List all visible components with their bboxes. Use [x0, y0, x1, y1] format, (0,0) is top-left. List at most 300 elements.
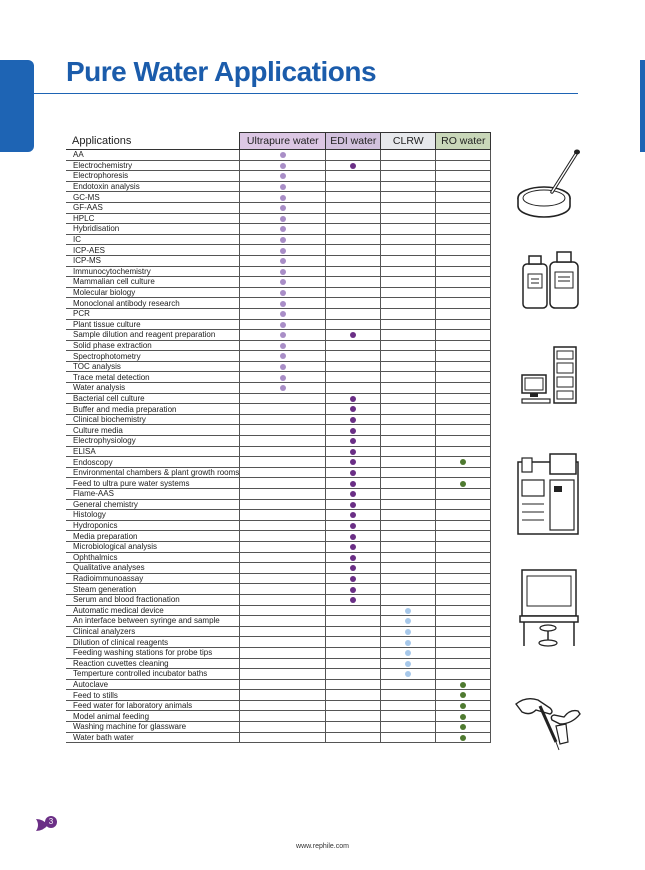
cell-edi: [326, 404, 381, 415]
cell-clrw: [381, 563, 436, 574]
application-name: Water analysis: [66, 383, 240, 394]
cell-ro: [436, 626, 491, 637]
dot-ro-icon: [460, 703, 466, 709]
table-row: [66, 700, 491, 711]
cell-edi: [326, 658, 381, 669]
cell-edi: [326, 383, 381, 394]
cell-ro: [436, 594, 491, 605]
cell-ultrapure: [240, 584, 326, 595]
cell-ultrapure: [240, 679, 326, 690]
dot-edi-icon: [350, 332, 356, 338]
table-row: [66, 616, 491, 627]
table-row: [66, 224, 491, 235]
table-row: [66, 510, 491, 521]
dot-ultrapure-icon: [280, 311, 286, 317]
cell-clrw: [381, 171, 436, 182]
cell-ro: [436, 404, 491, 415]
cell-ultrapure: [240, 255, 326, 266]
cell-ultrapure: [240, 202, 326, 213]
application-name: Feed to ultra pure water systems: [66, 478, 240, 489]
application-name: Immunocytochemistry: [66, 266, 240, 277]
cell-ultrapure: [240, 690, 326, 701]
dot-ultrapure-icon: [280, 279, 286, 285]
cell-ro: [436, 700, 491, 711]
application-name: Autoclave: [66, 679, 240, 690]
dot-clrw-icon: [405, 608, 411, 614]
cell-ro: [436, 224, 491, 235]
cell-ro: [436, 669, 491, 680]
application-name: Water bath water: [66, 732, 240, 743]
table-row: [66, 489, 491, 500]
cell-ultrapure: [240, 160, 326, 171]
cell-ultrapure: [240, 520, 326, 531]
application-name: Serum and blood fractionation: [66, 594, 240, 605]
table-row: [66, 255, 491, 266]
cell-clrw: [381, 308, 436, 319]
cell-ultrapure: [240, 330, 326, 341]
table-row: [66, 478, 491, 489]
cell-edi: [326, 287, 381, 298]
cell-ro: [436, 266, 491, 277]
cell-ultrapure: [240, 658, 326, 669]
table-row: [66, 594, 491, 605]
cell-ro: [436, 690, 491, 701]
cell-edi: [326, 679, 381, 690]
cell-clrw: [381, 584, 436, 595]
dot-ultrapure-icon: [280, 269, 286, 275]
table-row: [66, 393, 491, 404]
dot-ro-icon: [460, 682, 466, 688]
application-name: General chemistry: [66, 499, 240, 510]
cell-ro: [436, 499, 491, 510]
cell-edi: [326, 690, 381, 701]
cell-ro: [436, 722, 491, 733]
dot-edi-icon: [350, 555, 356, 561]
lab-instrument-computer-icon: [518, 345, 580, 407]
cell-ultrapure: [240, 457, 326, 468]
table-row: [66, 308, 491, 319]
header-applications: Applications: [66, 133, 240, 150]
table-row: [66, 499, 491, 510]
cell-edi: [326, 298, 381, 309]
dot-clrw-icon: [405, 661, 411, 667]
dot-ultrapure-icon: [280, 301, 286, 307]
cell-clrw: [381, 255, 436, 266]
application-name: Histology: [66, 510, 240, 521]
dot-ultrapure-icon: [280, 173, 286, 179]
cell-clrw: [381, 616, 436, 627]
cell-ro: [436, 531, 491, 542]
table-row: [66, 669, 491, 680]
dot-edi-icon: [350, 576, 356, 582]
cell-clrw: [381, 711, 436, 722]
petri-dish-pipette-icon: [514, 148, 584, 220]
cell-ultrapure: [240, 372, 326, 383]
cell-ro: [436, 457, 491, 468]
header-clrw: CLRW: [381, 133, 436, 150]
table-row: [66, 679, 491, 690]
cell-edi: [326, 224, 381, 235]
cell-ro: [436, 679, 491, 690]
cell-edi: [326, 308, 381, 319]
dot-ultrapure-icon: [280, 258, 286, 264]
cell-ultrapure: [240, 510, 326, 521]
application-name: IC: [66, 234, 240, 245]
cell-clrw: [381, 541, 436, 552]
reagent-bottles-icon: [518, 250, 582, 312]
cell-clrw: [381, 425, 436, 436]
cell-ro: [436, 330, 491, 341]
cell-ro: [436, 446, 491, 457]
application-name: Washing machine for glassware: [66, 722, 240, 733]
cell-edi: [326, 330, 381, 341]
application-name: Monoclonal antibody research: [66, 298, 240, 309]
cell-ultrapure: [240, 340, 326, 351]
cell-clrw: [381, 404, 436, 415]
table-row: [66, 298, 491, 309]
cell-edi: [326, 700, 381, 711]
cell-edi: [326, 531, 381, 542]
cell-clrw: [381, 594, 436, 605]
dot-ultrapure-icon: [280, 195, 286, 201]
cell-ro: [436, 372, 491, 383]
application-name: Electrochemistry: [66, 160, 240, 171]
table-row: [66, 690, 491, 701]
dot-edi-icon: [350, 406, 356, 412]
dot-edi-icon: [350, 428, 356, 434]
dot-edi-icon: [350, 512, 356, 518]
cell-ultrapure: [240, 637, 326, 648]
application-name: Electrophysiology: [66, 436, 240, 447]
cell-edi: [326, 319, 381, 330]
cell-clrw: [381, 150, 436, 161]
table-row: [66, 467, 491, 478]
dot-ro-icon: [460, 714, 466, 720]
applications-table: [66, 132, 491, 743]
cell-ro: [436, 351, 491, 362]
cell-ultrapure: [240, 425, 326, 436]
dot-edi-icon: [350, 534, 356, 540]
table-row: [66, 436, 491, 447]
cell-edi: [326, 150, 381, 161]
dot-clrw-icon: [405, 650, 411, 656]
cell-edi: [326, 457, 381, 468]
cell-ultrapure: [240, 647, 326, 658]
cell-ro: [436, 277, 491, 288]
table-row: [66, 404, 491, 415]
cell-ultrapure: [240, 436, 326, 447]
table-row: [66, 245, 491, 256]
dot-edi-icon: [350, 417, 356, 423]
cell-edi: [326, 563, 381, 574]
cell-ro: [436, 489, 491, 500]
header-ultrapure-water: Ultrapure water: [240, 133, 326, 150]
cell-ultrapure: [240, 383, 326, 394]
cell-clrw: [381, 700, 436, 711]
cell-clrw: [381, 245, 436, 256]
dot-ultrapure-icon: [280, 364, 286, 370]
cell-ro: [436, 414, 491, 425]
header-edi-water: EDI water: [326, 133, 381, 150]
application-name: HPLC: [66, 213, 240, 224]
cell-edi: [326, 467, 381, 478]
table-row: [66, 181, 491, 192]
application-name: Feed to stills: [66, 690, 240, 701]
cell-clrw: [381, 446, 436, 457]
dot-edi-icon: [350, 396, 356, 402]
cell-ultrapure: [240, 150, 326, 161]
cell-clrw: [381, 393, 436, 404]
cell-edi: [326, 711, 381, 722]
application-name: ICP-AES: [66, 245, 240, 256]
application-name: Trace metal detection: [66, 372, 240, 383]
cell-clrw: [381, 181, 436, 192]
cell-clrw: [381, 605, 436, 616]
dot-ultrapure-icon: [280, 163, 286, 169]
application-name: Microbiological analysis: [66, 541, 240, 552]
table-row: [66, 637, 491, 648]
cell-edi: [326, 181, 381, 192]
cell-clrw: [381, 361, 436, 372]
cell-ultrapure: [240, 669, 326, 680]
cell-ro: [436, 213, 491, 224]
cell-clrw: [381, 520, 436, 531]
cell-clrw: [381, 287, 436, 298]
table-row: [66, 171, 491, 182]
application-name: Dilution of clinical reagents: [66, 637, 240, 648]
dot-ultrapure-icon: [280, 353, 286, 359]
dot-ultrapure-icon: [280, 152, 286, 158]
dot-ultrapure-icon: [280, 385, 286, 391]
application-name: GC-MS: [66, 192, 240, 203]
cell-ultrapure: [240, 171, 326, 182]
table-row: [66, 150, 491, 161]
cell-clrw: [381, 213, 436, 224]
application-name: Bacterial cell culture: [66, 393, 240, 404]
application-name: Buffer and media preparation: [66, 404, 240, 415]
dot-ro-icon: [460, 692, 466, 698]
cell-edi: [326, 266, 381, 277]
cell-edi: [326, 436, 381, 447]
cell-ro: [436, 287, 491, 298]
application-name: Hydroponics: [66, 520, 240, 531]
cell-ultrapure: [240, 467, 326, 478]
application-name: Feed water for laboratory animals: [66, 700, 240, 711]
cell-ultrapure: [240, 605, 326, 616]
cell-clrw: [381, 319, 436, 330]
cell-clrw: [381, 383, 436, 394]
cell-edi: [326, 393, 381, 404]
cell-ultrapure: [240, 224, 326, 235]
cell-ro: [436, 202, 491, 213]
table-row: [66, 287, 491, 298]
footer-url: www.rephile.com: [296, 843, 349, 850]
dot-ultrapure-icon: [280, 248, 286, 254]
table-row: [66, 552, 491, 563]
cell-ultrapure: [240, 361, 326, 372]
table-row: [66, 520, 491, 531]
table-row: [66, 425, 491, 436]
cell-ro: [436, 478, 491, 489]
cell-edi: [326, 245, 381, 256]
dot-ultrapure-icon: [280, 237, 286, 243]
application-name: Clinical analyzers: [66, 626, 240, 637]
cell-clrw: [381, 510, 436, 521]
table-row: [66, 647, 491, 658]
cell-edi: [326, 213, 381, 224]
dot-edi-icon: [350, 565, 356, 571]
cell-ro: [436, 425, 491, 436]
dot-edi-icon: [350, 502, 356, 508]
application-name: Model animal feeding: [66, 711, 240, 722]
dot-edi-icon: [350, 544, 356, 550]
table-row: [66, 372, 491, 383]
cell-ro: [436, 255, 491, 266]
dot-edi-icon: [350, 597, 356, 603]
cell-ro: [436, 150, 491, 161]
cell-clrw: [381, 690, 436, 701]
dot-ro-icon: [460, 481, 466, 487]
cell-ro: [436, 160, 491, 171]
cell-edi: [326, 372, 381, 383]
dot-edi-icon: [350, 481, 356, 487]
table-row: [66, 446, 491, 457]
cell-ultrapure: [240, 298, 326, 309]
cell-edi: [326, 669, 381, 680]
cell-ro: [436, 647, 491, 658]
cell-edi: [326, 160, 381, 171]
table-row: [66, 541, 491, 552]
table-row: [66, 160, 491, 171]
table-row: [66, 361, 491, 372]
cell-clrw: [381, 224, 436, 235]
cell-ro: [436, 298, 491, 309]
table-row: [66, 234, 491, 245]
biosafety-cabinet-icon: [518, 568, 580, 650]
cell-clrw: [381, 531, 436, 542]
page-number: 3: [45, 816, 57, 828]
cell-ro: [436, 383, 491, 394]
cell-ultrapure: [240, 266, 326, 277]
cell-ro: [436, 605, 491, 616]
table-row: [66, 192, 491, 203]
cell-edi: [326, 616, 381, 627]
dot-ultrapure-icon: [280, 205, 286, 211]
gloved-hands-syringe-icon: [512, 680, 584, 752]
application-name: Solid phase extraction: [66, 340, 240, 351]
cell-edi: [326, 584, 381, 595]
cell-ultrapure: [240, 213, 326, 224]
cell-ro: [436, 637, 491, 648]
dot-ultrapure-icon: [280, 332, 286, 338]
application-name: Endoscopy: [66, 457, 240, 468]
cell-ro: [436, 171, 491, 182]
cell-ro: [436, 436, 491, 447]
cell-clrw: [381, 414, 436, 425]
cell-edi: [326, 520, 381, 531]
table-row: [66, 563, 491, 574]
cell-clrw: [381, 351, 436, 362]
cell-edi: [326, 605, 381, 616]
table-row: [66, 658, 491, 669]
cell-clrw: [381, 202, 436, 213]
cell-ro: [436, 658, 491, 669]
cell-clrw: [381, 160, 436, 171]
application-name: Sample dilution and reagent preparation: [66, 330, 240, 341]
cell-ultrapure: [240, 319, 326, 330]
cell-ro: [436, 510, 491, 521]
table-row: [66, 584, 491, 595]
cell-ultrapure: [240, 531, 326, 542]
cell-edi: [326, 202, 381, 213]
application-name: Plant tissue culture: [66, 319, 240, 330]
cell-edi: [326, 594, 381, 605]
table-row: [66, 457, 491, 468]
dot-ro-icon: [460, 459, 466, 465]
cell-ro: [436, 245, 491, 256]
cell-edi: [326, 637, 381, 648]
cell-clrw: [381, 298, 436, 309]
cell-clrw: [381, 499, 436, 510]
dot-edi-icon: [350, 163, 356, 169]
title-divider: [34, 93, 578, 94]
application-name: Culture media: [66, 425, 240, 436]
dot-ro-icon: [460, 735, 466, 741]
application-name: Spectrophotometry: [66, 351, 240, 362]
cell-clrw: [381, 489, 436, 500]
cell-ultrapure: [240, 414, 326, 425]
cell-edi: [326, 171, 381, 182]
cell-ultrapure: [240, 478, 326, 489]
application-name: ICP-MS: [66, 255, 240, 266]
application-name: Automatic medical device: [66, 605, 240, 616]
cell-ro: [436, 319, 491, 330]
dot-ultrapure-icon: [280, 226, 286, 232]
cell-ro: [436, 732, 491, 743]
cell-ultrapure: [240, 277, 326, 288]
cell-ultrapure: [240, 446, 326, 457]
application-name: Ophthalmics: [66, 552, 240, 563]
cell-ultrapure: [240, 626, 326, 637]
dot-edi-icon: [350, 491, 356, 497]
cell-edi: [326, 192, 381, 203]
application-name: Hybridisation: [66, 224, 240, 235]
cell-clrw: [381, 372, 436, 383]
cell-ro: [436, 520, 491, 531]
cell-edi: [326, 425, 381, 436]
application-name: TOC analysis: [66, 361, 240, 372]
cell-ro: [436, 541, 491, 552]
cell-ultrapure: [240, 192, 326, 203]
cell-edi: [326, 647, 381, 658]
application-name: Electrophoresis: [66, 171, 240, 182]
cell-ro: [436, 563, 491, 574]
analyzer-system-icon: [516, 452, 580, 536]
cell-ro: [436, 340, 491, 351]
cell-ultrapure: [240, 499, 326, 510]
table-row: [66, 319, 491, 330]
table-row: [66, 722, 491, 733]
application-name: Molecular biology: [66, 287, 240, 298]
dot-clrw-icon: [405, 629, 411, 635]
cell-clrw: [381, 234, 436, 245]
cell-ultrapure: [240, 732, 326, 743]
cell-ro: [436, 584, 491, 595]
cell-ultrapure: [240, 181, 326, 192]
cell-edi: [326, 361, 381, 372]
application-name: Clinical biochemistry: [66, 414, 240, 425]
cell-clrw: [381, 330, 436, 341]
